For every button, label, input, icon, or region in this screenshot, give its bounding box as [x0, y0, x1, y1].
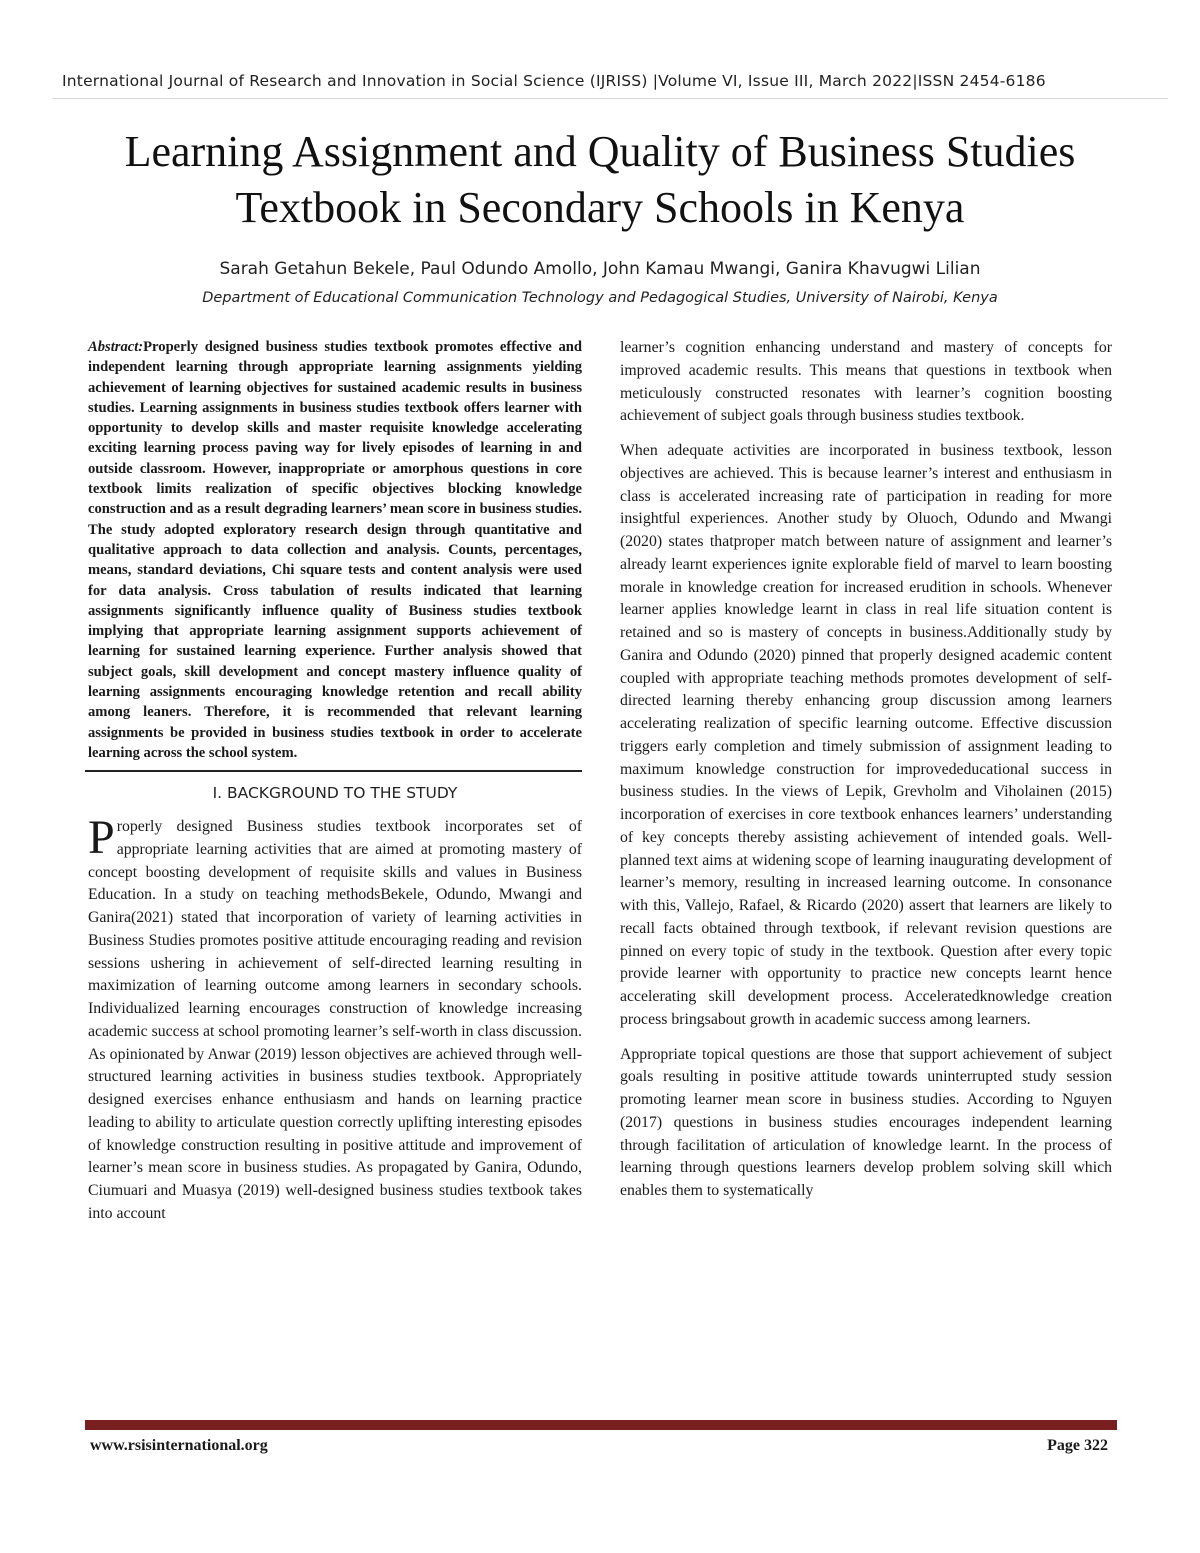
- paragraph-1-text: roperly designed Business studies textbook incorporates set of appropriate learning activities that are aimed at promoting mastery of concept boosting development of requisite skills and values in Business Education. In a study on teaching methodsBekele, Odundo, Mwangi and Ganira(2021) stated that incorporation of variety of learning activities in Business Studies promotes positive attitude encouraging reading and revision sessions ushering in achievement of self-directed learning resulting in maximization of learning outcome among learners in secondary schools. Individualized learning encourages construction of knowledge increasing academic success at school promoting learner’s self-worth in class discussion. As opinionated by Anwar (2019) lesson objectives are achieved through well-structured learning activities in business studies textbook. Appropriately designed exercises enhance enthusiasm and hands on learning practice leading to ability to articulate question correctly uplifting interesting episodes of knowledge construction resulting in positive attitude and improvement of learner’s mean score in business studies. As propagated by Ganira, Odundo, Ciumuari and Muasya (2019) well-designed business studies textbook takes into account: [88, 818, 582, 1222]
- abstract-label: Abstract:: [88, 339, 144, 355]
- page-number: Page 322: [1047, 1437, 1108, 1454]
- section-heading: I. BACKGROUND TO THE STUDY: [212, 784, 458, 803]
- header-divider: [52, 98, 1168, 99]
- paper-title: [60, 124, 1140, 236]
- right-column: [620, 337, 1112, 1203]
- paragraph-3: Appropriate topical questions are those that support achievement of subject goals resulting in positive attitude towards uninterrupted study session promoting learner mean score in business studies. According to Nguyen (2017) questions in business studies encourages independent learning through facilitation of articulation of knowledge learnt. In the process of learning through questions learners develop problem solving skill which enables them to systematically: [620, 1045, 1112, 1199]
- title-line-1: Learning Assignment and Quality of Business Studies: [124, 127, 1076, 176]
- paragraph-2: When adequate activities are incorporated in business textbook, lesson objectives are achieved. This is because learner’s interest and enthusiasm in class is accelerated increasing rate of participation in reading for more insightful experiences. Another study by Oluoch, Odundo and Mwangi (2020) states thatproper match between nature of assignment and learner’s already learnt experiences ignite explorable field of marvel to learn boosting morale in knowledge creation for increased erudition in schools. Whenever learner applies knowledge learnt in class in real life situation content is retained and so is mastery of concepts in business.Additionally study by Ganira and Odundo (2020) pinned that properly designed academic content coupled with appropriate teaching methods promotes development of self-directed learning thereby enhancing group discussion among learners accelerating realization of specific learning outcome. Effective discussion triggers early completion and timely submission of assignment leading to maximum knowledge construction for improvededucational success in business studies. In the views of Lepik, Grevholm and Viholainen (2015) incorporation of exercises in core textbook enhances learners’ understanding of key concepts thereby assisting achievement of intended goals. Well-planned text aims at widening scope of learning inaugurating development of learner’s memory, resulting in increased learning outcome. In consonance with this, Vallejo, Rafael, & Ricardo (2020) assert that learners are likely to recall facts obtained through textbook, if relevant revision questions are pinned on every topic of study in the textbook. Question after every topic provide learner with opportunity to practice new concepts learnt hence accelerating skill development process. Acceleratedknowledge creation process bringsabout growth in academic success among learners.: [620, 442, 1112, 1028]
- left-column: [88, 337, 582, 1226]
- drop-cap: P: [88, 811, 115, 865]
- footer-bar: [85, 1420, 1117, 1430]
- abstract-divider: [85, 770, 582, 772]
- paragraph-1: [88, 811, 582, 1226]
- paragraph-1-continued: learner’s cognition enhancing understand and mastery of concepts for improved academic results. This means that questions in textbook when meticulously constructed resonates with learner’s cognition boosting achievement of subject goals through business studies textbook.: [620, 339, 1112, 425]
- abstract: [88, 337, 582, 763]
- affiliation: Department of Educational Communication Technology and Pedagogical Studies, University of Nairobi, Kenya: [202, 290, 998, 306]
- author-list: Sarah Getahun Bekele, Paul Odundo Amollo, John Kamau Mwangi, Ganira Khavugwi Lilian: [219, 259, 981, 279]
- abstract-text: Properly designed business studies textbook promotes effective and independent learning through appropriate learning assignments yielding achievement of learning objectives for sustained academic results in business studies. Learning assignments in business studies textbook offers learner with opportunity to develop skills and master requisite knowledge accelerating exciting learning process paving way for lively episodes of learning in and outside classroom. However, inappropriate or amorphous questions in core textbook limits realization of specific objectives blocking knowledge construction and as a result degrading learners’ mean score in business studies. The study adopted exploratory research design through quantitative and qualitative approach to data collection and analysis. Counts, percentages, means, standard deviations, Chi square tests and content analysis were used for data analysis. Cross tabulation of results indicated that learning assignments significantly influence quality of Business studies textbook implying that appropriate learning assignment supports achievement of learning for sustained learning experience. Further analysis showed that subject goals, skill development and concept mastery influence quality of learning assignments encouraging knowledge retention and recall ability among leaners. Therefore, it is recommended that relevant learning assignments be provided in business studies textbook in order to accelerate learning across the school system.: [88, 339, 582, 761]
- journal-header: International Journal of Research and Innovation in Social Science (IJRISS) |Volume VI, Issue III, March 2022|ISSN 2454-6186: [62, 72, 1046, 90]
- title-line-2: Textbook in Secondary Schools in Kenya: [235, 183, 965, 232]
- footer-website-link[interactable]: www.rsisinternational.org: [90, 1437, 268, 1454]
